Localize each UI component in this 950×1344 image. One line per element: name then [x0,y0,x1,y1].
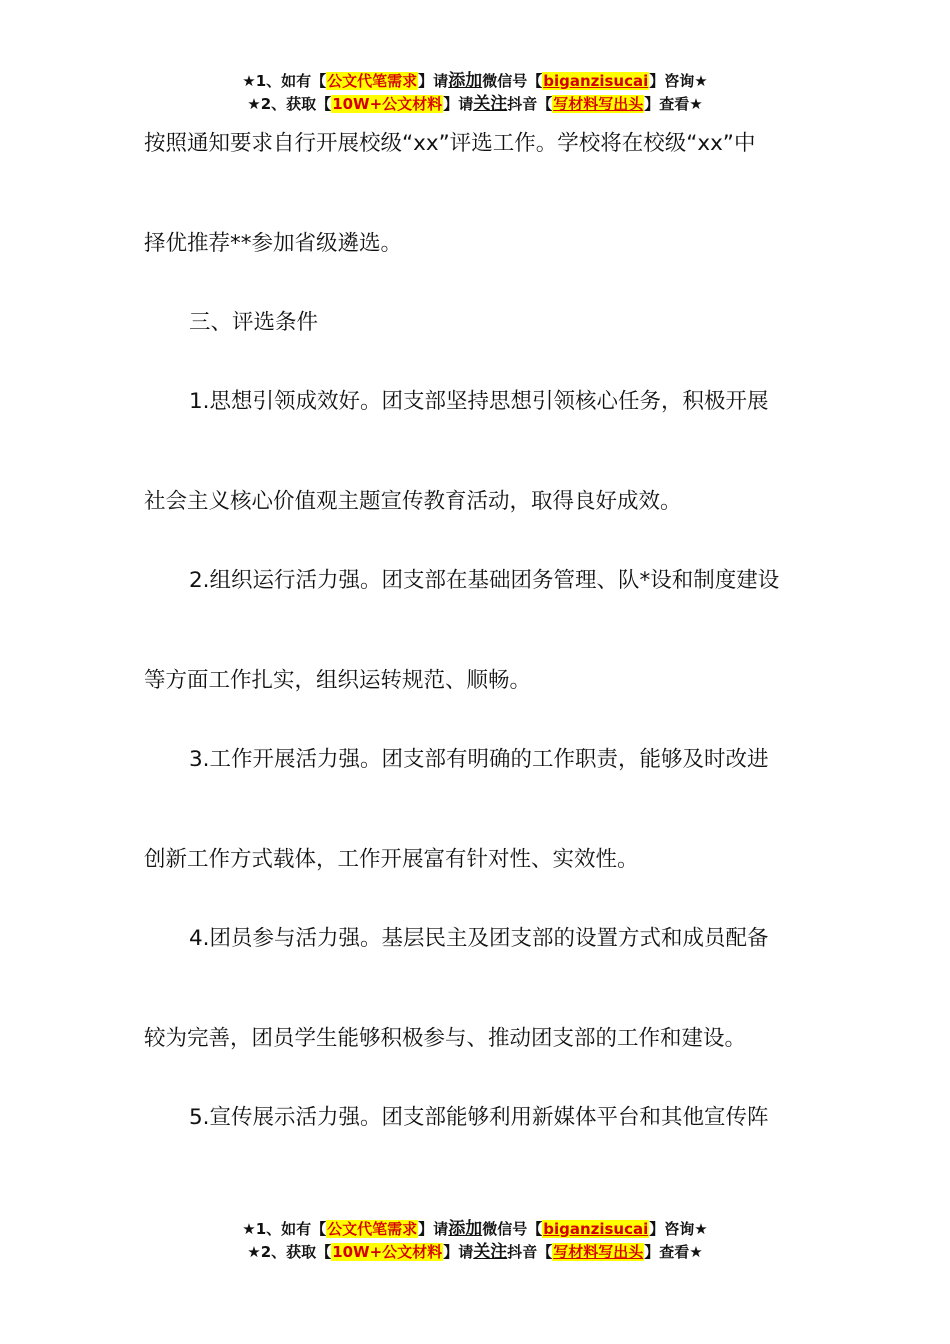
emphasis-text: 添加 [448,71,483,91]
highlight-materials: 10W+公文材料 [332,1243,443,1261]
bottom-banner [0,1218,950,1264]
paragraph-line: 创新工作方式载体，工作开展富有针对性、实效性。 [144,847,639,872]
banner-text: 抖音【 [507,95,553,113]
highlight-douyin-account: 写材料写出头 [553,1243,644,1261]
paragraph-line: 1.思想引领成效好。团支部坚持思想引领核心任务，积极开展 [189,389,769,414]
emphasis-text: 关注 [473,1242,508,1262]
paragraph-line: 按照通知要求自行开展校级“xx”评选工作。学校将在校级“xx”中 [144,131,756,156]
section-heading: 三、评选条件 [189,310,319,335]
banner-text: 】咨询★ [649,1220,708,1238]
top-banner [0,70,950,116]
banner-line-2 [0,1241,950,1264]
highlight-materials: 10W+公文材料 [332,95,443,113]
banner-text: 】请 [418,1220,449,1238]
highlight-service: 公文代笔需求 [327,1220,418,1238]
banner-line-1 [0,70,950,93]
paragraph-line: 社会主义核心价值观主题宣传教育活动，取得良好成效。 [144,489,682,514]
banner-line-1 [0,1218,950,1241]
banner-text: ★1、如有【 [242,72,327,90]
emphasis-text: 添加 [448,1219,483,1239]
highlight-service: 公文代笔需求 [327,72,418,90]
paragraph-line: 3.工作开展活力强。团支部有明确的工作职责，能够及时改进 [189,747,769,772]
banner-text: 】请 [418,72,449,90]
paragraph-line: 4.团员参与活力强。基层民主及团支部的设置方式和成员配备 [189,926,769,951]
banner-text: 】查看★ [644,95,703,113]
banner-line-2 [0,93,950,116]
banner-text: 抖音【 [507,1243,553,1261]
paragraph-line: 择优推荐**参加省级遴选。 [144,231,403,256]
banner-text: 】请 [443,1243,474,1261]
paragraph-line: 较为完善，团员学生能够积极参与、推动团支部的工作和建设。 [144,1026,747,1051]
banner-text: 微信号【 [482,72,543,90]
banner-text: ★2、获取【 [247,95,332,113]
banner-text: 】查看★ [644,1243,703,1261]
emphasis-text: 关注 [473,94,508,114]
paragraph-line: 2.组织运行活力强。团支部在基础团务管理、队*设和制度建设 [189,568,780,593]
banner-text: 】咨询★ [649,72,708,90]
banner-text: ★2、获取【 [247,1243,332,1261]
banner-text: 】请 [443,95,474,113]
paragraph-line: 5.宣传展示活力强。团支部能够利用新媒体平台和其他宣传阵 [189,1105,769,1130]
paragraph-line: 等方面工作扎实，组织运转规范、顺畅。 [144,668,532,693]
highlight-wechat-id: biganzisucai [543,72,649,90]
highlight-douyin-account: 写材料写出头 [553,95,644,113]
banner-text: ★1、如有【 [242,1220,327,1238]
banner-text: 微信号【 [482,1220,543,1238]
highlight-wechat-id: biganzisucai [543,1220,649,1238]
